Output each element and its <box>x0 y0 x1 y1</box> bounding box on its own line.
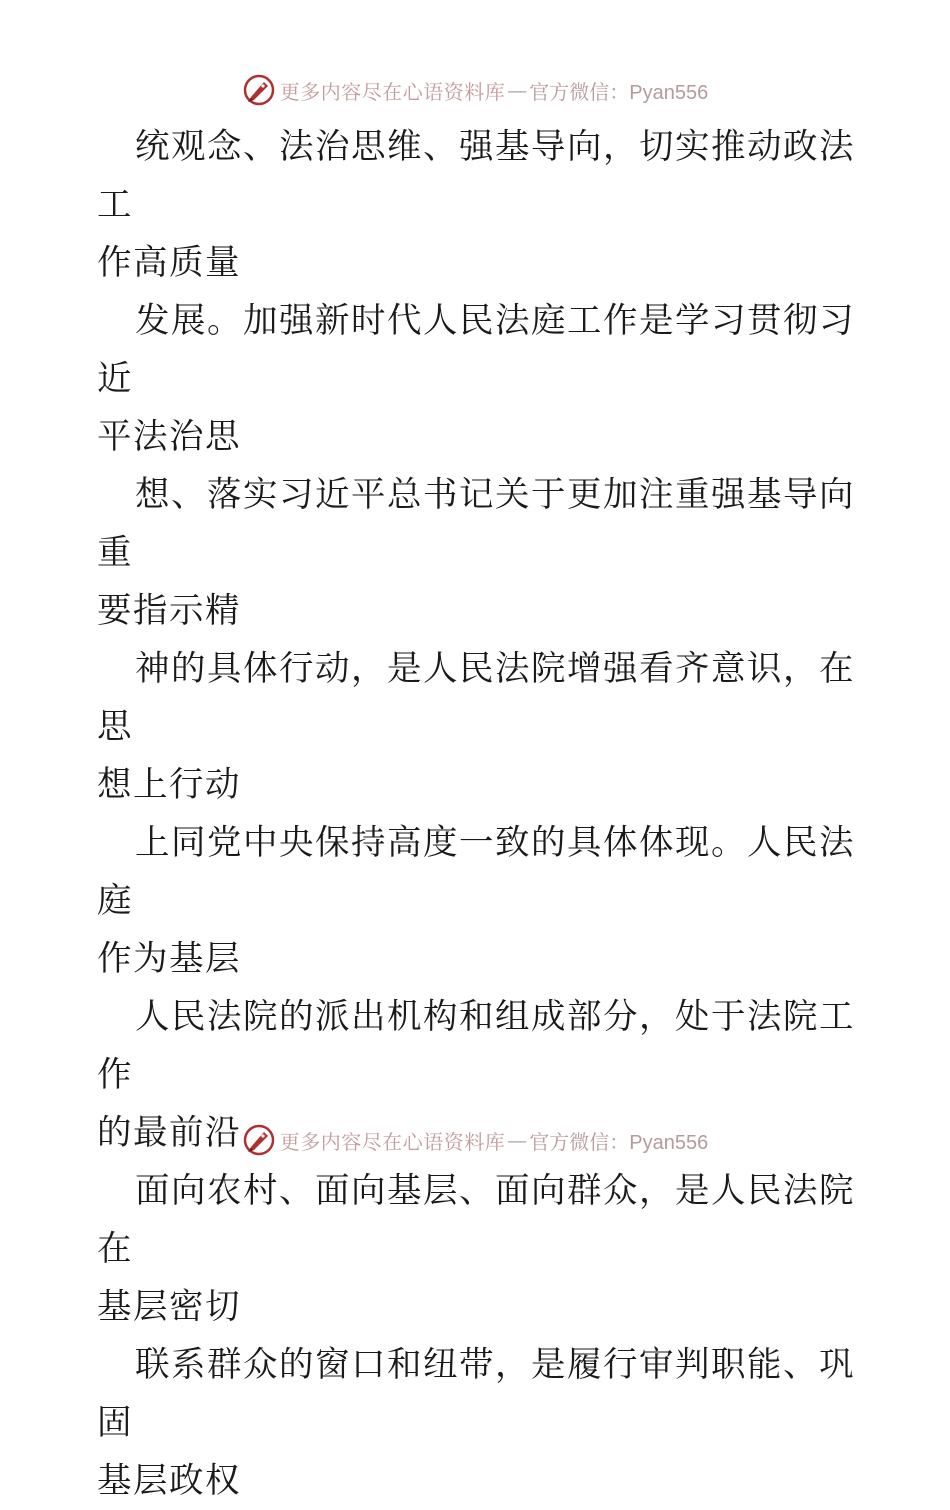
paragraph-line <box>97 814 857 988</box>
line-first: 神的具体行动，是人民法院增强看齐意识，在思 <box>97 649 855 747</box>
document-body <box>97 118 857 1510</box>
line-first: 面向农村、面向基层、面向群众，是人民法院在 <box>97 1171 855 1269</box>
banner-site-text: 更多内容尽在心语资料库 <box>279 79 506 104</box>
paragraph-line <box>97 466 857 640</box>
line-first: 联系群众的窗口和纽带，是履行审判职能、巩固 <box>97 1345 855 1443</box>
paragraph-line <box>97 640 857 814</box>
line-second: 基层密切 <box>97 1287 241 1327</box>
paragraph-line <box>97 1336 857 1510</box>
line-second: 基层政权 <box>97 1461 241 1501</box>
line-second: 作为基层 <box>97 939 241 979</box>
line-first: 发展。加强新时代人民法庭工作是学习贯彻习近 <box>97 301 855 399</box>
pen-nib-logo-icon <box>242 73 276 107</box>
line-second: 作高质量 <box>97 243 241 283</box>
banner-separator: — <box>507 78 528 102</box>
line-first: 上同党中央保持高度一致的具体体现。人民法庭 <box>97 823 855 921</box>
paragraph-line <box>97 118 857 292</box>
pen-nib-logo-icon <box>242 1123 276 1157</box>
line-second: 的最前沿 <box>97 1113 241 1153</box>
line-second: 平法治思 <box>97 417 241 457</box>
paragraph-line <box>97 292 857 466</box>
line-second: 要指示精 <box>97 591 241 631</box>
footer-banner <box>0 1120 950 1160</box>
line-first: 人民法院的派出机构和组成部分，处于法院工作 <box>97 997 855 1095</box>
banner-contact-text: 官方微信：Pyan556 <box>529 1131 709 1154</box>
line-first: 统观念、法治思维、强基导向，切实推动政法工 <box>97 127 855 225</box>
banner-site-text: 更多内容尽在心语资料库 <box>279 1129 506 1154</box>
header-banner <box>0 70 950 110</box>
paragraph-line <box>97 1162 857 1336</box>
line-first: 想、落实习近平总书记关于更加注重强基导向重 <box>97 475 855 573</box>
banner-separator: — <box>507 1128 528 1152</box>
banner-contact-text: 官方微信：Pyan556 <box>529 81 709 104</box>
line-second: 想上行动 <box>97 765 241 805</box>
